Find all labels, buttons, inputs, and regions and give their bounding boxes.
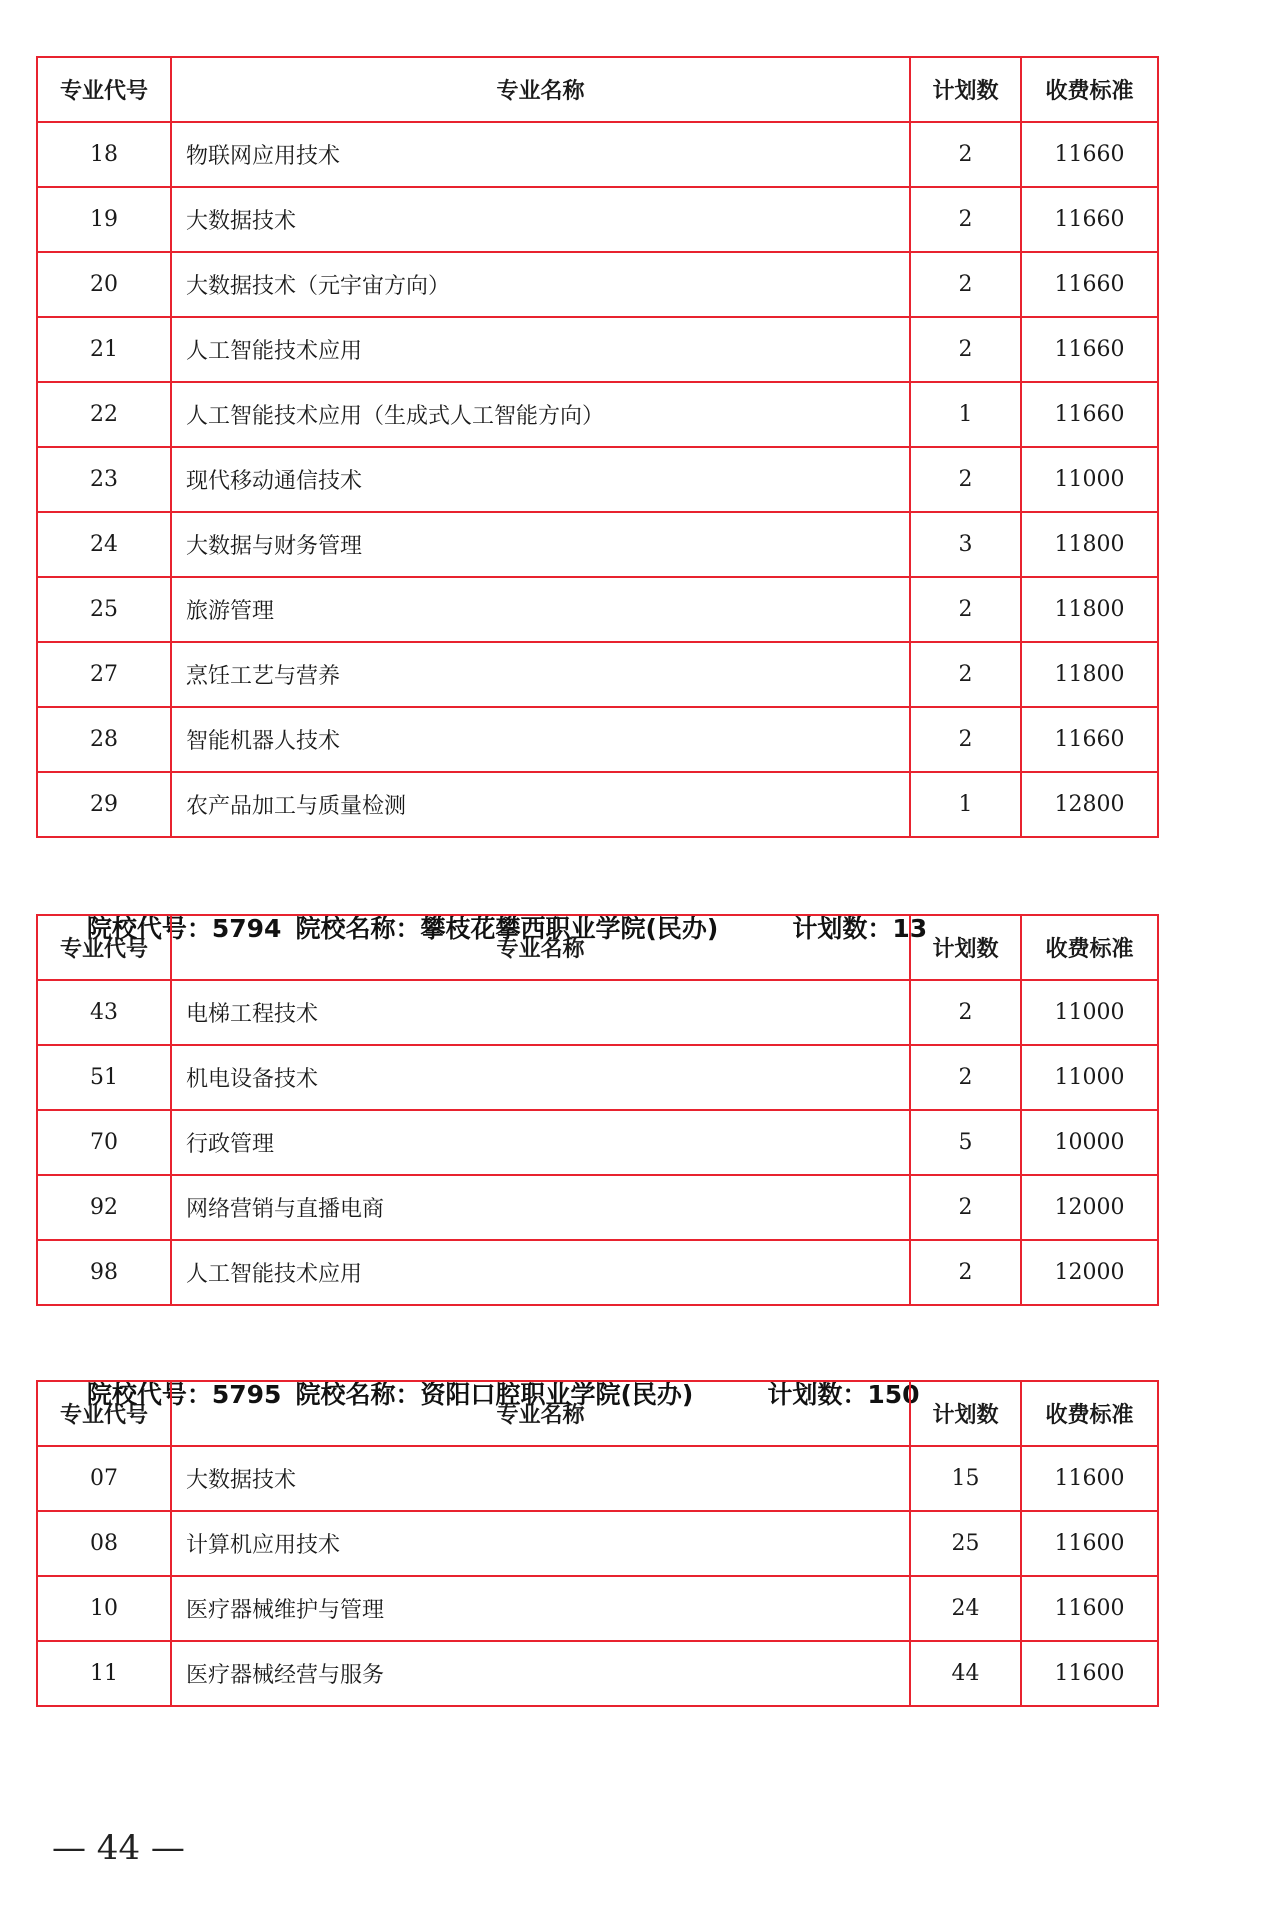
plan-count-cell: 44	[910, 1641, 1021, 1706]
header-plan-count: 计划数	[910, 915, 1021, 980]
major-code-cell: 98	[37, 1240, 171, 1305]
plan-count-cell: 25	[910, 1511, 1021, 1576]
header-major-code: 专业代号	[37, 57, 171, 122]
fee-standard-cell: 11660	[1021, 187, 1158, 252]
major-code-cell: 21	[37, 317, 171, 382]
fee-standard-cell: 11660	[1021, 122, 1158, 187]
fee-standard-cell: 12800	[1021, 772, 1158, 837]
table-row	[37, 707, 1158, 772]
major-name-cell: 人工智能技术应用（生成式人工智能方向）	[171, 382, 910, 447]
major-plan-table-3	[36, 1380, 1159, 1707]
major-code-cell: 92	[37, 1175, 171, 1240]
major-code-cell: 29	[37, 772, 171, 837]
fee-standard-cell: 11600	[1021, 1446, 1158, 1511]
header-major-name: 专业名称	[171, 1381, 910, 1446]
plan-count-cell: 2	[910, 642, 1021, 707]
fee-standard-cell: 11000	[1021, 447, 1158, 512]
header-major-name: 专业名称	[171, 57, 910, 122]
fee-standard-cell: 11600	[1021, 1641, 1158, 1706]
major-name-cell: 大数据技术	[171, 187, 910, 252]
table-header-row	[37, 57, 1158, 122]
plan-count-cell: 2	[910, 187, 1021, 252]
table-row	[37, 252, 1158, 317]
header-plan-count: 计划数	[910, 1381, 1021, 1446]
plan-count-cell: 2	[910, 447, 1021, 512]
table-row	[37, 122, 1158, 187]
fee-standard-cell: 12000	[1021, 1175, 1158, 1240]
major-code-cell: 11	[37, 1641, 171, 1706]
school-plan-label: 计划数：	[792, 914, 893, 943]
school-code-label: 院校代号：	[86, 1380, 212, 1409]
fee-standard-cell: 10000	[1021, 1110, 1158, 1175]
plan-count-cell: 3	[910, 512, 1021, 577]
major-name-cell: 网络营销与直播电商	[171, 1175, 910, 1240]
major-code-cell: 20	[37, 252, 171, 317]
major-name-cell: 智能机器人技术	[171, 707, 910, 772]
table-row	[37, 1641, 1158, 1706]
major-code-cell: 25	[37, 577, 171, 642]
major-code-cell: 10	[37, 1576, 171, 1641]
header-fee-standard: 收费标准	[1021, 57, 1158, 122]
major-name-cell: 旅游管理	[171, 577, 910, 642]
major-name-cell: 计算机应用技术	[171, 1511, 910, 1576]
fee-standard-cell: 11660	[1021, 382, 1158, 447]
plan-count-cell: 2	[910, 252, 1021, 317]
table-row	[37, 1576, 1158, 1641]
table-row	[37, 1175, 1158, 1240]
school-name: 资阳口腔职业学院(民办)	[420, 1380, 694, 1409]
plan-count-cell: 2	[910, 1175, 1021, 1240]
major-code-cell: 18	[37, 122, 171, 187]
fee-standard-cell: 12000	[1021, 1240, 1158, 1305]
table-row	[37, 187, 1158, 252]
fee-standard-cell: 11000	[1021, 1045, 1158, 1110]
table-row	[37, 980, 1158, 1045]
fee-standard-cell: 11660	[1021, 317, 1158, 382]
school-plan-count: 13	[892, 914, 928, 943]
fee-standard-cell: 11800	[1021, 577, 1158, 642]
table-row	[37, 1511, 1158, 1576]
header-major-name: 专业名称	[171, 915, 910, 980]
header-major-code: 专业代号	[37, 1381, 171, 1446]
major-code-cell: 43	[37, 980, 171, 1045]
major-name-cell: 人工智能技术应用	[171, 1240, 910, 1305]
table-row	[37, 382, 1158, 447]
school-code: 5794	[211, 914, 282, 943]
header-major-code: 专业代号	[37, 915, 171, 980]
plan-count-cell: 5	[910, 1110, 1021, 1175]
major-code-cell: 24	[37, 512, 171, 577]
school-name-label: 院校名称：	[295, 1380, 421, 1409]
major-code-cell: 22	[37, 382, 171, 447]
major-name-cell: 人工智能技术应用	[171, 317, 910, 382]
school-name: 攀枝花攀西职业学院(民办)	[420, 914, 719, 943]
plan-count-cell: 1	[910, 382, 1021, 447]
major-code-cell: 08	[37, 1511, 171, 1576]
major-plan-table-2	[36, 914, 1159, 1306]
major-code-cell: 28	[37, 707, 171, 772]
major-name-cell: 大数据技术（元宇宙方向）	[171, 252, 910, 317]
school-name-label: 院校名称：	[295, 914, 421, 943]
major-name-cell: 医疗器械维护与管理	[171, 1576, 910, 1641]
fee-standard-cell: 11660	[1021, 252, 1158, 317]
header-fee-standard: 收费标准	[1021, 1381, 1158, 1446]
fee-standard-cell: 11600	[1021, 1576, 1158, 1641]
header-plan-count: 计划数	[910, 57, 1021, 122]
major-name-cell: 烹饪工艺与营养	[171, 642, 910, 707]
major-name-cell: 物联网应用技术	[171, 122, 910, 187]
school-plan-count: 150	[867, 1380, 920, 1409]
major-name-cell: 农产品加工与质量检测	[171, 772, 910, 837]
major-plan-table-1	[36, 56, 1159, 838]
table-row	[37, 772, 1158, 837]
table-row	[37, 512, 1158, 577]
fee-standard-cell: 11800	[1021, 512, 1158, 577]
table-row	[37, 1045, 1158, 1110]
fee-standard-cell: 11000	[1021, 980, 1158, 1045]
major-name-cell: 医疗器械经营与服务	[171, 1641, 910, 1706]
table-row	[37, 1240, 1158, 1305]
plan-count-cell: 2	[910, 577, 1021, 642]
table-row	[37, 317, 1158, 382]
major-name-cell: 行政管理	[171, 1110, 910, 1175]
header-fee-standard: 收费标准	[1021, 915, 1158, 980]
table-row	[37, 642, 1158, 707]
fee-standard-cell: 11800	[1021, 642, 1158, 707]
plan-count-cell: 1	[910, 772, 1021, 837]
plan-count-cell: 15	[910, 1446, 1021, 1511]
major-name-cell: 电梯工程技术	[171, 980, 910, 1045]
fee-standard-cell: 11660	[1021, 707, 1158, 772]
major-code-cell: 19	[37, 187, 171, 252]
major-name-cell: 现代移动通信技术	[171, 447, 910, 512]
plan-count-cell: 2	[910, 980, 1021, 1045]
school-code-label: 院校代号：	[86, 914, 212, 943]
major-name-cell: 机电设备技术	[171, 1045, 910, 1110]
table-row	[37, 577, 1158, 642]
plan-count-cell: 2	[910, 707, 1021, 772]
table-row	[37, 447, 1158, 512]
plan-count-cell: 2	[910, 1240, 1021, 1305]
fee-standard-cell: 11600	[1021, 1511, 1158, 1576]
school-code: 5795	[211, 1380, 282, 1409]
plan-count-cell: 24	[910, 1576, 1021, 1641]
page-number: — 44 —	[52, 1828, 185, 1868]
plan-count-cell: 2	[910, 317, 1021, 382]
plan-count-cell: 2	[910, 1045, 1021, 1110]
major-name-cell: 大数据与财务管理	[171, 512, 910, 577]
major-code-cell: 27	[37, 642, 171, 707]
major-name-cell: 大数据技术	[171, 1446, 910, 1511]
table-row	[37, 1446, 1158, 1511]
school-plan-label: 计划数：	[767, 1380, 868, 1409]
major-code-cell: 51	[37, 1045, 171, 1110]
plan-count-cell: 2	[910, 122, 1021, 187]
table-header-row	[37, 1381, 1158, 1446]
major-code-cell: 23	[37, 447, 171, 512]
table-header-row	[37, 915, 1158, 980]
major-code-cell: 70	[37, 1110, 171, 1175]
major-code-cell: 07	[37, 1446, 171, 1511]
table-row	[37, 1110, 1158, 1175]
